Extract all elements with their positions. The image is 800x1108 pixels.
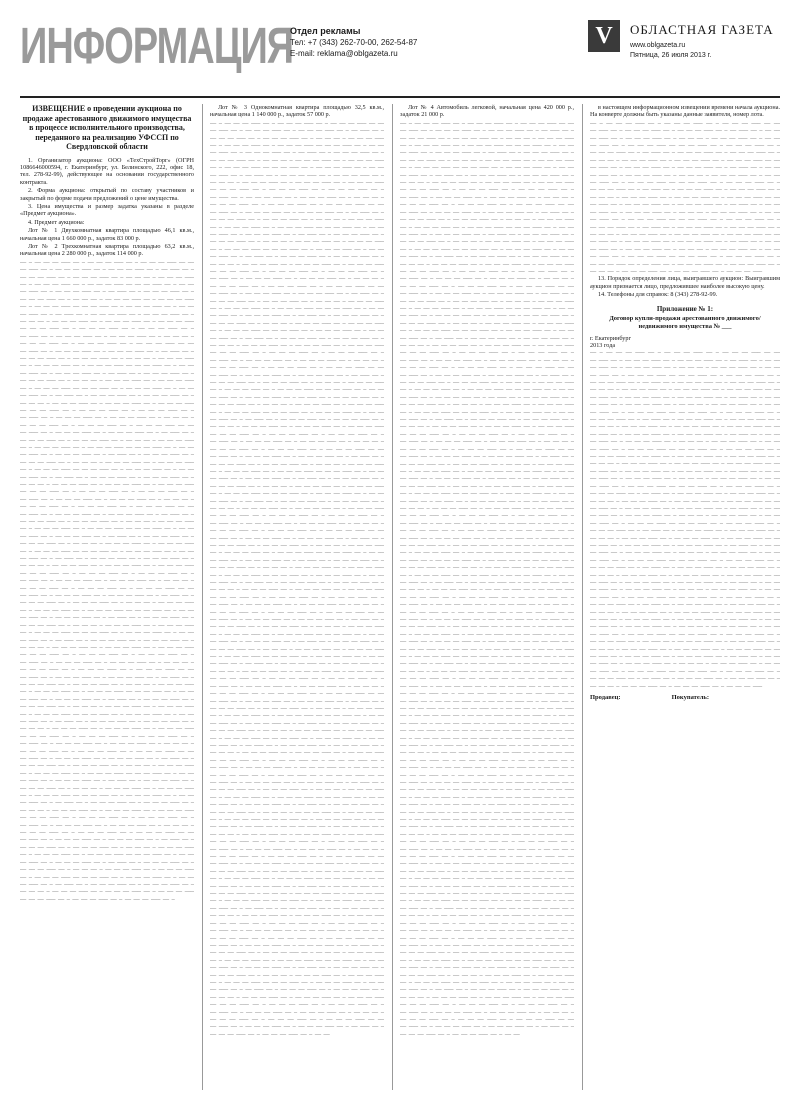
notice-paragraph: 4. Предмет аукциона:	[28, 218, 85, 226]
dense-body-text: — ‒ — ‒‒ — ‒‒‒ — ‒ — ‒‒ — ‒‒‒ — ‒ — ‒‒ — ‒‒‒ — ‒‒ — ‒‒‒ — ‒ — ‒‒ — ‒‒‒ — ‒ — ‒‒ — ‒‒‒ — ‒ — ‒‒‒ — ‒ — ‒‒ — ‒‒‒ — ‒ — ‒‒ — ‒‒‒ — ‒ — ‒‒ — ‒ — ‒‒ — ‒‒‒ — ‒ — ‒‒ — ‒‒‒ — ‒ — ‒‒ — ‒‒‒ — ‒‒ — ‒‒‒ — ‒ — ‒‒ — ‒‒‒ — ‒ — ‒‒ — ‒‒‒ — ‒ — ‒‒‒ — ‒ — ‒‒ — ‒‒‒ — ‒ — ‒‒ — ‒‒‒ — ‒ — ‒‒ — ‒ — ‒‒ — ‒‒‒ — ‒ — ‒‒ — ‒‒‒ — ‒ — ‒‒ — ‒‒‒ — ‒‒ — ‒‒‒ — ‒ — ‒‒ — ‒‒‒ — ‒ — ‒‒ — ‒‒‒ — ‒ — ‒‒‒ — ‒ — ‒‒ — ‒‒‒ — ‒ — ‒‒ — ‒‒‒ — ‒ — ‒‒ — ‒ — ‒‒ — ‒‒‒ — ‒ — ‒‒ — ‒‒‒ — ‒ — ‒‒ — ‒‒‒ — ‒‒ — ‒‒‒ — ‒ — ‒‒ — ‒‒‒ — ‒ — ‒‒ — ‒‒‒ — ‒ — ‒‒‒ — ‒ — ‒‒ — ‒‒‒ — ‒ — ‒‒ — ‒‒‒ — ‒ — ‒‒ — ‒ — ‒‒ — ‒‒‒ — ‒ — ‒‒ — ‒‒‒ — ‒ — ‒‒ — ‒‒‒ — ‒‒ — ‒‒‒ — ‒ — ‒‒ — ‒‒‒ — ‒ — ‒‒ — ‒‒‒ — ‒ — ‒‒‒ — ‒ — ‒‒ — ‒‒‒ — ‒ — ‒‒ — ‒‒‒ — ‒ — ‒‒ — ‒ — ‒‒ — ‒‒‒ — ‒ — ‒‒ — ‒‒‒ — ‒ — ‒‒ — ‒‒‒ — ‒‒ — ‒‒‒ — ‒ — ‒‒ — ‒‒‒ — ‒ — ‒‒ — ‒‒‒ — ‒ — ‒‒‒ — ‒ — ‒‒ — ‒‒‒ — ‒ — ‒‒ — ‒‒‒ — ‒ — ‒‒ — ‒ — ‒‒ — ‒‒‒ — ‒ — ‒‒ — ‒‒‒ — ‒ — ‒‒ — ‒‒‒ — ‒‒ — ‒‒‒ — ‒ — ‒‒ — ‒‒‒ — ‒ — ‒‒ — ‒‒‒ — ‒ — ‒‒‒ — ‒ — ‒‒ — ‒‒‒ — ‒ — ‒‒ — ‒‒‒ — ‒ — ‒‒ — ‒ — ‒‒ — ‒‒‒ — ‒ — ‒‒ — ‒‒‒ — ‒ — ‒‒ — ‒‒‒ — ‒‒ — ‒‒‒ — ‒ — ‒‒ — ‒‒‒ — ‒ — ‒‒ — ‒‒‒ — ‒ — ‒‒‒ — ‒ — ‒‒ — ‒‒‒ — ‒ — ‒‒ — ‒‒‒ — ‒ — ‒‒ — ‒ — ‒‒ — ‒‒‒ — ‒ — ‒‒ — ‒‒‒ — ‒ — ‒‒ — ‒‒‒	[590, 119, 780, 275]
seller-label: Продавец:	[590, 694, 621, 702]
newspaper-name: ОБЛАСТНАЯ ГАЗЕТА	[630, 22, 774, 37]
column-divider	[202, 104, 203, 1090]
notice-paragraph: 3. Цена имущества и размер задатка указаны в разделе «Предмет аукциона».	[20, 202, 194, 218]
column-divider	[582, 104, 583, 1090]
dense-body-text: — ‒ — ‒‒ — ‒‒‒ — ‒ — ‒‒ — ‒‒‒ — ‒ — ‒‒ — ‒‒‒ — ‒‒ — ‒‒‒ — ‒ — ‒‒ — ‒‒‒ — ‒ — ‒‒ — ‒‒‒ — ‒ — ‒‒‒ — ‒ — ‒‒ — ‒‒‒ — ‒ — ‒‒ — ‒‒‒ — ‒ — ‒‒ — ‒ — ‒‒ — ‒‒‒ — ‒ — ‒‒ — ‒‒‒ — ‒ — ‒‒ — ‒‒‒ — ‒‒ — ‒‒‒ — ‒ — ‒‒ — ‒‒‒ — ‒ — ‒‒ — ‒‒‒ — ‒ — ‒‒‒ — ‒ — ‒‒ — ‒‒‒ — ‒ — ‒‒ — ‒‒‒ — ‒ — ‒‒ — ‒ — ‒‒ — ‒‒‒ — ‒ — ‒‒ — ‒‒‒ — ‒ — ‒‒ — ‒‒‒ — ‒‒ — ‒‒‒ — ‒ — ‒‒ — ‒‒‒ — ‒ — ‒‒ — ‒‒‒ — ‒ — ‒‒‒ — ‒ — ‒‒ — ‒‒‒ — ‒ — ‒‒ — ‒‒‒ — ‒ — ‒‒ — ‒ — ‒‒ — ‒‒‒ — ‒ — ‒‒ — ‒‒‒ — ‒ — ‒‒ — ‒‒‒ — ‒‒ — ‒‒‒ — ‒ — ‒‒ — ‒‒‒ — ‒ — ‒‒ — ‒‒‒ — ‒ — ‒‒‒ — ‒ — ‒‒ — ‒‒‒ — ‒ — ‒‒ — ‒‒‒ — ‒ — ‒‒ — ‒ — ‒‒ — ‒‒‒ — ‒ — ‒‒ — ‒‒‒ — ‒ — ‒‒ — ‒‒‒ — ‒‒ — ‒‒‒ — ‒ — ‒‒ — ‒‒‒ — ‒ — ‒‒ — ‒‒‒ — ‒ — ‒‒‒ — ‒ — ‒‒ — ‒‒‒ — ‒ — ‒‒ — ‒‒‒ — ‒ — ‒‒ — ‒ — ‒‒ — ‒‒‒ — ‒ — ‒‒ — ‒‒‒ — ‒ — ‒‒ — ‒‒‒ — ‒‒ — ‒‒‒ — ‒ — ‒‒ — ‒‒‒ — ‒ — ‒‒ — ‒‒‒ — ‒ — ‒‒‒ — ‒ — ‒‒ — ‒‒‒ — ‒ — ‒‒ — ‒‒‒ — ‒ — ‒‒ — ‒ — ‒‒ — ‒‒‒ — ‒ — ‒‒ — ‒‒‒ — ‒ — ‒‒ — ‒‒‒ — ‒‒ — ‒‒‒ — ‒ — ‒‒ — ‒‒‒ — ‒ — ‒‒ — ‒‒‒ — ‒ — ‒‒‒ — ‒ — ‒‒ — ‒‒‒ — ‒ — ‒‒ — ‒‒‒ — ‒ — ‒‒ — ‒ — ‒‒ — ‒‒‒ — ‒ — ‒‒ — ‒‒‒ — ‒ — ‒‒ — ‒‒‒ — ‒‒ — ‒‒‒ — ‒ — ‒‒ — ‒‒‒ — ‒ — ‒‒ — ‒‒‒ — ‒ — ‒‒‒ — ‒ — ‒‒ — ‒‒‒ — ‒ — ‒‒ — ‒‒‒ — ‒ — ‒‒ — ‒ — ‒‒ — ‒‒‒ — ‒ — ‒‒ — ‒‒‒ — ‒ — ‒‒ — ‒‒‒ — ‒‒ — ‒‒‒ — ‒ — ‒‒ — ‒‒‒ — ‒ — ‒‒ — ‒‒‒ — ‒ — ‒‒‒ — ‒ — ‒‒ — ‒‒‒ — ‒ — ‒‒ — ‒‒‒ — ‒ — ‒‒ — ‒ — ‒‒ — ‒‒‒ — ‒ — ‒‒ — ‒‒‒ — ‒ — ‒‒ — ‒‒‒ — ‒‒ — ‒‒‒ — ‒ — ‒‒ — ‒‒‒ — ‒ — ‒‒ — ‒‒‒ — ‒ — ‒‒‒ — ‒ — ‒‒ — ‒‒‒ — ‒ — ‒‒ — ‒‒‒ — ‒ — ‒‒ — ‒ — ‒‒ — ‒‒‒ — ‒ — ‒‒ — ‒‒‒ — ‒ — ‒‒ — ‒‒‒ — ‒‒ — ‒‒‒ — ‒ — ‒‒ — ‒‒‒ — ‒ — ‒‒ — ‒‒‒ — ‒ — ‒‒‒ — ‒ — ‒‒ — ‒‒‒ — ‒ — ‒‒ — ‒‒‒ — ‒ — ‒‒ — ‒ — ‒‒ — ‒‒‒ — ‒ — ‒‒ — ‒‒‒ — ‒ — ‒‒ — ‒‒‒ — ‒‒ — ‒‒‒ — ‒ — ‒‒ — ‒‒‒ — ‒ — ‒‒ — ‒‒‒ — ‒ — ‒‒‒ — ‒ — ‒‒ — ‒‒‒ — ‒ — ‒‒ — ‒‒‒ — ‒ — ‒‒ — ‒ — ‒‒ — ‒‒‒ — ‒ — ‒‒ — ‒‒‒ — ‒ — ‒‒ — ‒‒‒ — ‒‒ — ‒‒‒ — ‒ — ‒‒ — ‒‒‒ — ‒ — ‒‒ — ‒‒‒ — ‒ — ‒‒‒ — ‒ — ‒‒ — ‒‒‒ — ‒ — ‒‒ — ‒‒‒ — ‒ — ‒‒ — ‒ — ‒‒ — ‒‒‒ — ‒ — ‒‒ — ‒‒‒ — ‒ — ‒‒ — ‒‒‒ — ‒‒ — ‒‒‒ — ‒ — ‒‒ — ‒‒‒ — ‒ — ‒‒ — ‒‒‒ — ‒ — ‒‒‒ — ‒ — ‒‒ — ‒‒‒ — ‒ — ‒‒ — ‒‒‒ — ‒ — ‒‒ — ‒ — ‒‒ — ‒‒‒ — ‒ — ‒‒ — ‒‒‒ — ‒ — ‒‒ — ‒‒‒ — ‒‒ — ‒‒‒ — ‒ — ‒‒ — ‒‒‒ — ‒ — ‒‒ — ‒‒‒ — ‒ — ‒‒‒ — ‒ — ‒‒ — ‒‒‒ — ‒ — ‒‒ — ‒‒‒ — ‒ — ‒‒ — ‒ — ‒‒ — ‒‒‒ — ‒ — ‒‒ — ‒‒‒ — ‒ — ‒‒ — ‒‒‒ — ‒‒ — ‒‒‒ — ‒ — ‒‒ — ‒‒‒ — ‒ — ‒‒ — ‒‒‒ — ‒ — ‒‒‒ — ‒ — ‒‒ — ‒‒‒ — ‒ — ‒‒ — ‒‒‒ — ‒ — ‒‒ — ‒ — ‒‒ — ‒‒‒ — ‒ — ‒‒ — ‒‒‒ — ‒ — ‒‒ — ‒‒‒ — ‒‒ — ‒‒‒ — ‒ — ‒‒ — ‒‒‒ — ‒ — ‒‒ — ‒‒‒ — ‒ — ‒‒‒ — ‒ — ‒‒ — ‒‒‒ — ‒ — ‒‒ — ‒‒‒ — ‒ — ‒‒ — ‒ — ‒‒ — ‒‒‒ — ‒ — ‒‒ — ‒‒‒ — ‒ — ‒‒ — ‒‒‒ — ‒‒ — ‒‒‒ — ‒ — ‒‒ — ‒‒‒ — ‒ — ‒‒ — ‒‒‒ — ‒ — ‒‒‒ — ‒ — ‒‒ — ‒‒‒ — ‒ — ‒‒ — ‒‒‒ — ‒ — ‒‒ — ‒ — ‒‒ — ‒‒‒ — ‒ — ‒‒ — ‒‒‒ — ‒ — ‒‒ — ‒‒‒ — ‒‒ — ‒‒‒ — ‒ — ‒‒ — ‒‒‒ — ‒ — ‒‒ — ‒‒‒ — ‒ — ‒‒‒ — ‒ — ‒‒ — ‒‒‒ — ‒ — ‒‒ — ‒‒‒ — ‒ — ‒‒ — ‒ — ‒‒ — ‒‒‒ — ‒ — ‒‒ — ‒‒‒ — ‒ — ‒‒ — ‒‒‒ — ‒‒ — ‒‒‒ — ‒ — ‒‒ — ‒‒‒ — ‒ — ‒‒ — ‒‒‒ — ‒ — ‒‒‒ — ‒ — ‒‒ — ‒‒‒ — ‒ — ‒‒ — ‒‒‒ — ‒ — ‒‒ — ‒ — ‒‒ — ‒‒‒ — ‒ — ‒‒ — ‒‒‒ — ‒ — ‒‒ — ‒‒‒ — ‒‒ — ‒‒‒ — ‒ — ‒‒ — ‒‒‒ — ‒ — ‒‒ — ‒‒‒ — ‒ — ‒‒‒ — ‒ — ‒‒ — ‒‒‒ — ‒ — ‒‒ — ‒‒‒ — ‒ — ‒‒ — ‒ — ‒‒ — ‒‒‒ — ‒ — ‒‒ — ‒‒‒ — ‒ — ‒‒ — ‒‒‒ — ‒‒ — ‒‒‒ — ‒ — ‒‒ — ‒‒‒ — ‒ — ‒‒ — ‒‒‒ — ‒ — ‒‒‒ — ‒ — ‒‒ — ‒‒‒ — ‒ — ‒‒ — ‒‒‒ — ‒ — ‒‒ — ‒ — ‒‒ — ‒‒‒ — ‒ — ‒‒ — ‒‒‒ — ‒ — ‒‒ — ‒‒‒ — ‒‒ — ‒‒‒ — ‒ — ‒‒ — ‒‒‒ — ‒ — ‒‒ — ‒‒‒ — ‒ — ‒‒‒ — ‒ — ‒‒ — ‒‒‒ — ‒ — ‒‒ — ‒‒‒ — ‒ — ‒‒ — ‒ — ‒‒ — ‒‒‒ — ‒ — ‒‒ — ‒‒‒ — ‒ — ‒‒ — ‒‒‒ — ‒‒ — ‒‒‒ — ‒ — ‒‒ — ‒‒‒ — ‒ — ‒‒ — ‒‒‒ — ‒ — ‒‒‒ — ‒ — ‒‒ — ‒‒‒ — ‒ — ‒‒ — ‒‒‒ — ‒ — ‒‒ — ‒ — ‒‒ — ‒‒‒ — ‒ — ‒‒ — ‒‒‒ — ‒ — ‒‒ — ‒‒‒ — ‒‒ — ‒‒‒ — ‒ — ‒‒ — ‒‒‒ — ‒ — ‒‒ — ‒‒‒ — ‒ — ‒‒‒ — ‒ — ‒‒ — ‒‒‒ — ‒ — ‒‒ — ‒‒‒ — ‒ — ‒‒ — ‒ — ‒‒ — ‒‒‒ — ‒ — ‒‒ — ‒‒‒ — ‒ — ‒‒ — ‒‒‒ — ‒‒ — ‒‒‒ — ‒ — ‒‒ — ‒‒‒ — ‒ — ‒‒ — ‒‒‒ — ‒ — ‒‒‒ — ‒ — ‒‒ — ‒‒‒ — ‒ — ‒‒ — ‒‒‒ — ‒ — ‒‒ — ‒ — ‒‒ — ‒‒‒ — ‒ — ‒‒ — ‒‒‒ — ‒ — ‒‒ — ‒‒‒ — ‒‒ — ‒‒‒ — ‒ — ‒‒ — ‒‒‒ — ‒ — ‒‒ — ‒‒‒ — ‒ — ‒‒‒ — ‒ — ‒‒ — ‒‒‒ — ‒ — ‒‒ — ‒‒‒ — ‒ — ‒‒ — ‒ — ‒‒ — ‒‒‒ — ‒ — ‒‒ — ‒‒‒ — ‒ — ‒‒ — ‒‒‒ — ‒‒ — ‒‒‒ — ‒ — ‒‒ — ‒‒‒ — ‒ — ‒‒ — ‒‒‒ — ‒ — ‒‒‒ — ‒ — ‒‒ — ‒‒‒ — ‒ — ‒‒ — ‒‒‒ — ‒ — ‒‒ — ‒ — ‒‒ — ‒‒‒ — ‒ — ‒‒ — ‒‒‒ — ‒ — ‒‒ — ‒‒‒ — ‒‒ — ‒‒‒ — ‒ — ‒‒ — ‒‒‒ — ‒ — ‒‒ — ‒‒‒ — ‒ — ‒‒‒ — ‒ — ‒‒ — ‒‒‒ — ‒ — ‒‒ — ‒‒‒ — ‒ — ‒‒ — ‒ — ‒‒ — ‒‒‒ — ‒ — ‒‒ — ‒‒‒ — ‒ — ‒‒ — ‒‒‒ — ‒‒ — ‒‒‒ — ‒ — ‒‒ — ‒‒‒ — ‒ — ‒‒ — ‒‒‒ — ‒ — ‒‒‒ — ‒ — ‒‒ — ‒‒‒ — ‒ — ‒‒ — ‒‒‒ — ‒ — ‒‒ — ‒ — ‒‒ — ‒‒‒ — ‒ — ‒‒ — ‒‒‒ — ‒ — ‒‒ — ‒‒‒ — ‒‒ — ‒‒‒ — ‒ — ‒‒ — ‒‒‒ — ‒ — ‒‒ — ‒‒‒ — ‒ — ‒‒‒ — ‒ — ‒‒ — ‒‒‒ — ‒ — ‒‒ — ‒‒‒ — ‒ — ‒‒ — ‒ — ‒‒ — ‒‒‒ — ‒ — ‒‒ — ‒‒‒ — ‒ — ‒‒ — ‒‒‒ — ‒‒ — ‒‒‒ — ‒ — ‒‒ — ‒‒‒ — ‒ — ‒‒ — ‒‒‒ — ‒	[20, 258, 194, 903]
lot-item: Лот № 1 Двухкомнатная квартира площадью 46,1 кв.м., начальная цена 1 660 000 р., задаток 83 000 р.	[20, 227, 194, 242]
notice-paragraph: 14. Телефоны для справок: 8 (343) 278-92-99.	[598, 291, 718, 299]
contract-city: г. Екатеринбург	[590, 334, 632, 342]
text-column-1	[20, 104, 194, 1090]
newspaper-logo-badge: V	[588, 20, 620, 52]
annex-title: Приложение № 1:	[656, 304, 714, 313]
lot-item: Лот № 4 Автомобиль легковой, начальная цена 420 000 р., задаток 21 000 р.	[400, 104, 574, 119]
header-divider	[20, 96, 780, 98]
text-column-2	[210, 104, 384, 1090]
buyer-label: Покупатель:	[671, 694, 709, 702]
newspaper-url[interactable]: www.oblgazeta.ru	[630, 42, 686, 49]
lot-item: Лот № 2 Трехкомнатная квартира площадью 63,2 кв.м., начальная цена 2 280 000 р., задаток 114 000 р.	[20, 242, 194, 258]
ad-title: Отдел рекламы	[290, 26, 361, 36]
notice-title: ИЗВЕЩЕНИЕ о проведении аукциона по продаже арестованного движимого имущества в процессе исполнительного производства, переданного на реализацию УФССП по Свердловской области	[22, 104, 192, 151]
ad-phone: Тел: +7 (343) 262-70-00, 262-54-87	[290, 38, 418, 47]
masthead	[20, 12, 780, 96]
contract-year: 2013 года	[590, 341, 616, 349]
text-column-3	[400, 104, 574, 1090]
notice-paragraph: 2. Форма аукциона: открытый по составу участников и закрытый по форме подачи предложений о цене имущества.	[20, 187, 194, 202]
annex-subtitle: Договор купли-продажи арестованного движимого/недвижимого имущества № ___	[609, 314, 761, 330]
ad-email[interactable]: E-mail: reklama@oblgazeta.ru	[290, 49, 398, 58]
notice-paragraph: в настоящем информационном извещении времени начала аукциона. На конверте должны быть указаны данные заявителя, номер лота.	[590, 104, 780, 119]
issue-date: Пятница, 26 июля 2013 г.	[630, 52, 712, 59]
notice-paragraph: 13. Порядок определения лица, выигравшего аукцион: Выигравшим аукцион признается лицо, предложившее наиболее высокую цену.	[590, 275, 780, 290]
notice-paragraph: 1. Организатор аукциона: ООО «ТехСтройТорг» (ОГРН 1086646000594, г. Екатеринбург, ул. Белинского, 222, офис 18, тел. 278-92-99), действующее на основании государственного контракта.	[20, 156, 194, 186]
dense-body-text: — ‒ — ‒‒ — ‒‒‒ — ‒ — ‒‒ — ‒‒‒ — ‒ — ‒‒ — ‒‒‒ — ‒‒ — ‒‒‒ — ‒ — ‒‒ — ‒‒‒ — ‒ — ‒‒ — ‒‒‒ — ‒ — ‒‒‒ — ‒ — ‒‒ — ‒‒‒ — ‒ — ‒‒ — ‒‒‒ — ‒ — ‒‒ — ‒ — ‒‒ — ‒‒‒ — ‒ — ‒‒ — ‒‒‒ — ‒ — ‒‒ — ‒‒‒ — ‒‒ — ‒‒‒ — ‒ — ‒‒ — ‒‒‒ — ‒ — ‒‒ — ‒‒‒ — ‒ — ‒‒‒ — ‒ — ‒‒ — ‒‒‒ — ‒ — ‒‒ — ‒‒‒ — ‒ — ‒‒ — ‒ — ‒‒ — ‒‒‒ — ‒ — ‒‒ — ‒‒‒ — ‒ — ‒‒ — ‒‒‒ — ‒‒ — ‒‒‒ — ‒ — ‒‒ — ‒‒‒ — ‒ — ‒‒ — ‒‒‒ — ‒ — ‒‒‒ — ‒ — ‒‒ — ‒‒‒ — ‒ — ‒‒ — ‒‒‒ — ‒ — ‒‒ — ‒ — ‒‒ — ‒‒‒ — ‒ — ‒‒ — ‒‒‒ — ‒ — ‒‒ — ‒‒‒ — ‒‒ — ‒‒‒ — ‒ — ‒‒ — ‒‒‒ — ‒ — ‒‒ — ‒‒‒ — ‒ — ‒‒‒ — ‒ — ‒‒ — ‒‒‒ — ‒ — ‒‒ — ‒‒‒ — ‒ — ‒‒ — ‒ — ‒‒ — ‒‒‒ — ‒ — ‒‒ — ‒‒‒ — ‒ — ‒‒ — ‒‒‒ — ‒‒ — ‒‒‒ — ‒ — ‒‒ — ‒‒‒ — ‒ — ‒‒ — ‒‒‒ — ‒ — ‒‒‒ — ‒ — ‒‒ — ‒‒‒ — ‒ — ‒‒ — ‒‒‒ — ‒ — ‒‒ — ‒ — ‒‒ — ‒‒‒ — ‒ — ‒‒ — ‒‒‒ — ‒ — ‒‒ — ‒‒‒ — ‒‒ — ‒‒‒ — ‒ — ‒‒ — ‒‒‒ — ‒ — ‒‒ — ‒‒‒ — ‒ — ‒‒‒ — ‒ — ‒‒ — ‒‒‒ — ‒ — ‒‒ — ‒‒‒ — ‒ — ‒‒ — ‒ — ‒‒ — ‒‒‒ — ‒ — ‒‒ — ‒‒‒ — ‒ — ‒‒ — ‒‒‒ — ‒‒ — ‒‒‒ — ‒ — ‒‒ — ‒‒‒ — ‒ — ‒‒ — ‒‒‒ — ‒ — ‒‒‒ — ‒ — ‒‒ — ‒‒‒ — ‒ — ‒‒ — ‒‒‒ — ‒ — ‒‒ — ‒ — ‒‒ — ‒‒‒ — ‒ — ‒‒ — ‒‒‒ — ‒ — ‒‒ — ‒‒‒ — ‒‒ — ‒‒‒ — ‒ — ‒‒ — ‒‒‒ — ‒ — ‒‒ — ‒‒‒ — ‒ — ‒‒‒ — ‒ — ‒‒ — ‒‒‒ — ‒ — ‒‒ — ‒‒‒ — ‒ — ‒‒ — ‒ — ‒‒ — ‒‒‒ — ‒ — ‒‒ — ‒‒‒ — ‒ — ‒‒ — ‒‒‒ — ‒‒ — ‒‒‒ — ‒ — ‒‒ — ‒‒‒ — ‒ — ‒‒ — ‒‒‒ — ‒ — ‒‒‒ — ‒ — ‒‒ — ‒‒‒ — ‒ — ‒‒ — ‒‒‒ — ‒ — ‒‒ — ‒ — ‒‒ — ‒‒‒ — ‒ — ‒‒ — ‒‒‒ — ‒ — ‒‒ — ‒‒‒ — ‒‒ — ‒‒‒ — ‒ — ‒‒ — ‒‒‒ — ‒ — ‒‒ — ‒‒‒ — ‒ — ‒‒‒ — ‒ — ‒‒ — ‒‒‒ — ‒ — ‒‒ — ‒‒‒ — ‒ — ‒‒ — ‒ — ‒‒ — ‒‒‒ — ‒ — ‒‒ — ‒‒‒ — ‒ — ‒‒ — ‒‒‒ — ‒‒ — ‒‒‒ — ‒ — ‒‒ — ‒‒‒ — ‒ — ‒‒ — ‒‒‒ — ‒ — ‒‒‒ — ‒ — ‒‒ — ‒‒‒ — ‒ — ‒‒ — ‒‒‒ — ‒ — ‒‒ — ‒ — ‒‒ — ‒‒‒ — ‒ — ‒‒ — ‒‒‒ — ‒ — ‒‒ — ‒‒‒ — ‒‒ — ‒‒‒ — ‒ — ‒‒ — ‒‒‒ — ‒ — ‒‒ — ‒‒‒ — ‒ — ‒‒‒ — ‒ — ‒‒ — ‒‒‒ — ‒ — ‒‒ — ‒‒‒ — ‒ — ‒‒ — ‒ — ‒‒ — ‒‒‒ — ‒ — ‒‒ — ‒‒‒ — ‒ — ‒‒ — ‒‒‒ — ‒‒ — ‒‒‒ — ‒ — ‒‒ — ‒‒‒ — ‒ — ‒‒ — ‒‒‒ — ‒ — ‒‒‒ — ‒ — ‒‒ — ‒‒‒ — ‒ — ‒‒ — ‒‒‒ — ‒ — ‒‒ — ‒ — ‒‒ — ‒‒‒ — ‒ — ‒‒ — ‒‒‒ — ‒ — ‒‒ — ‒‒‒ — ‒‒ — ‒‒‒ — ‒ — ‒‒ — ‒‒‒ — ‒ — ‒‒ — ‒‒‒ — ‒ — ‒‒‒ — ‒ — ‒‒ — ‒‒‒ — ‒ — ‒‒ — ‒‒‒ — ‒ — ‒‒ — ‒ — ‒‒ — ‒‒‒ — ‒ — ‒‒ — ‒‒‒ — ‒ — ‒‒ — ‒‒‒ — ‒‒ — ‒‒‒ — ‒ — ‒‒ — ‒‒‒ — ‒ — ‒‒ — ‒‒‒ — ‒ — ‒‒‒ — ‒ — ‒‒ — ‒‒‒ — ‒ — ‒‒ — ‒‒‒ — ‒ — ‒‒ — ‒ — ‒‒ — ‒‒‒ — ‒ — ‒‒ — ‒‒‒ — ‒ — ‒‒ — ‒‒‒ — ‒‒ — ‒‒‒ — ‒ — ‒‒ — ‒‒‒ — ‒ — ‒‒ — ‒‒‒ — ‒ — ‒‒‒ — ‒ — ‒‒ — ‒‒‒ — ‒ — ‒‒ — ‒‒‒ — ‒ — ‒‒ — ‒ — ‒‒ — ‒‒‒ — ‒ — ‒‒ — ‒‒‒ — ‒ — ‒‒ — ‒‒‒ — ‒‒ — ‒‒‒ — ‒ — ‒‒ — ‒‒‒ — ‒ — ‒‒ — ‒‒‒ — ‒ — ‒‒‒ — ‒ — ‒‒ — ‒‒‒ — ‒ — ‒‒ — ‒‒‒ — ‒ — ‒‒ — ‒ — ‒‒ — ‒‒‒ — ‒ — ‒‒ — ‒‒‒ — ‒ — ‒‒ — ‒‒‒ — ‒‒ — ‒‒‒ — ‒ — ‒‒ — ‒‒‒ — ‒ — ‒‒ — ‒‒‒ — ‒ — ‒‒‒ — ‒ — ‒‒ — ‒‒‒ — ‒ — ‒‒ — ‒‒‒ — ‒ — ‒‒ — ‒ — ‒‒ — ‒‒‒ — ‒ — ‒‒ — ‒‒‒ — ‒ — ‒‒ — ‒‒‒ — ‒‒ — ‒‒‒ — ‒ — ‒‒ — ‒‒‒ — ‒ — ‒‒ — ‒‒‒ — ‒ — ‒‒‒ — ‒ — ‒‒ — ‒‒‒ — ‒ — ‒‒ — ‒‒‒ — ‒ — ‒‒ — ‒ — ‒‒ — ‒‒‒ — ‒ — ‒‒ — ‒‒‒ — ‒ — ‒‒ — ‒‒‒ — ‒‒ — ‒‒‒ — ‒ — ‒‒ — ‒‒‒ — ‒ — ‒‒ — ‒‒‒ — ‒ — ‒‒‒ — ‒ — ‒‒ — ‒‒‒ — ‒ — ‒‒ — ‒‒‒ — ‒ — ‒‒ — ‒ — ‒‒ — ‒‒‒ — ‒ — ‒‒ — ‒‒‒ — ‒ — ‒‒ — ‒‒‒ — ‒‒ — ‒‒‒ — ‒ — ‒‒ — ‒‒‒ — ‒ — ‒‒ — ‒‒‒ — ‒ — ‒‒‒ — ‒ — ‒‒ — ‒‒‒ — ‒ — ‒‒ — ‒‒‒ — ‒ — ‒‒ — ‒ — ‒‒ — ‒‒‒ — ‒ — ‒‒ — ‒‒‒ — ‒ — ‒‒ — ‒‒‒ — ‒‒ — ‒‒‒ — ‒ — ‒‒ — ‒‒‒ — ‒ — ‒‒ — ‒‒‒ — ‒ — ‒‒‒ — ‒ — ‒‒ — ‒‒‒ — ‒ — ‒‒ — ‒‒‒ — ‒ — ‒‒ — ‒ — ‒‒ — ‒‒‒ — ‒ — ‒‒ — ‒‒‒ — ‒ — ‒‒ — ‒‒‒ — ‒‒ — ‒‒‒ — ‒ — ‒‒ — ‒‒‒ — ‒ — ‒‒ — ‒‒‒ — ‒ — ‒‒‒ — ‒ — ‒‒ — ‒‒‒ — ‒ — ‒‒ — ‒‒‒ — ‒ — ‒‒ — ‒ — ‒‒ — ‒‒‒ — ‒ — ‒‒ — ‒‒‒ — ‒ — ‒‒ — ‒‒‒ — ‒‒ — ‒‒‒ — ‒ — ‒‒ — ‒‒‒ — ‒ — ‒‒ — ‒‒‒ — ‒ — ‒‒‒ — ‒ — ‒‒ — ‒‒‒ — ‒ — ‒‒ — ‒‒‒ — ‒ — ‒‒ — ‒ — ‒‒ — ‒‒‒ — ‒ — ‒‒ — ‒‒‒ — ‒ — ‒‒ — ‒‒‒ — ‒‒ — ‒‒‒ — ‒ — ‒‒ — ‒‒‒ — ‒ — ‒‒ — ‒‒‒ — ‒ — ‒‒‒ — ‒ — ‒‒ — ‒‒‒ — ‒ — ‒‒ — ‒‒‒ — ‒ — ‒‒ — ‒ — ‒‒ — ‒‒‒ — ‒ — ‒‒ — ‒‒‒ — ‒ — ‒‒ — ‒‒‒ — ‒‒ — ‒‒‒ — ‒ — ‒‒ — ‒‒‒ — ‒ — ‒‒ — ‒‒‒ — ‒ — ‒‒‒ — ‒ — ‒‒ — ‒‒‒ — ‒ — ‒‒ — ‒‒‒ — ‒ — ‒‒ — ‒ — ‒‒ — ‒‒‒ — ‒ — ‒‒ — ‒‒‒ — ‒ — ‒‒ — ‒‒‒ — ‒‒ — ‒‒‒ — ‒ — ‒‒ — ‒‒‒ — ‒ — ‒‒ — ‒‒‒ — ‒ — ‒‒‒ — ‒ — ‒‒ — ‒‒‒ — ‒ — ‒‒ — ‒‒‒ — ‒ — ‒‒ — ‒ — ‒‒ — ‒‒‒ — ‒ — ‒‒ — ‒‒‒ — ‒ — ‒‒ — ‒‒‒ — ‒‒ — ‒‒‒ — ‒ — ‒‒ — ‒‒‒ — ‒ — ‒‒ — ‒‒‒ — ‒ — ‒‒‒ — ‒ — ‒‒ — ‒‒‒ — ‒ — ‒‒ — ‒‒‒ — ‒ — ‒‒ — ‒ — ‒‒ — ‒‒‒ — ‒ — ‒‒ — ‒‒‒ — ‒ — ‒‒ — ‒‒‒ — ‒‒ — ‒‒‒ — ‒ — ‒‒ — ‒‒‒ — ‒ — ‒‒ — ‒‒‒ — ‒ — ‒‒‒ — ‒ — ‒‒ — ‒‒‒ — ‒ — ‒‒ — ‒‒‒ — ‒ — ‒‒ — ‒ — ‒‒ — ‒‒‒ — ‒ — ‒‒ — ‒‒‒ — ‒ — ‒‒ — ‒‒‒ — ‒‒ — ‒‒‒ — ‒ — ‒‒ — ‒‒‒ — ‒ — ‒‒ — ‒‒‒ — ‒ — ‒‒‒ — ‒ — ‒‒ — ‒‒‒ — ‒ — ‒‒ — ‒‒‒ — ‒ — ‒‒ — ‒ — ‒‒ — ‒‒‒ — ‒ — ‒‒ — ‒‒‒ — ‒ — ‒‒ — ‒‒‒ — ‒‒ — ‒‒‒ — ‒ — ‒‒ — ‒‒‒ — ‒ — ‒‒ — ‒‒‒ — ‒ — ‒‒‒ — ‒ — ‒‒ — ‒‒‒ — ‒ — ‒‒ — ‒‒‒ — ‒ — ‒‒ — ‒ — ‒‒ — ‒‒‒ — ‒ — ‒‒ — ‒‒‒ — ‒ — ‒‒ — ‒‒‒ — ‒‒ — ‒‒‒ — ‒ — ‒‒ — ‒‒‒ — ‒ — ‒‒ — ‒‒‒ — ‒ — ‒‒‒ — ‒ — ‒‒ — ‒‒‒ — ‒ — ‒‒ — ‒‒‒ — ‒ — ‒‒ — ‒ — ‒‒ — ‒‒‒ — ‒ — ‒‒ — ‒‒‒ — ‒ — ‒‒ — ‒‒‒ — ‒‒ — ‒‒‒ — ‒ — ‒‒ — ‒‒‒ — ‒ — ‒‒ — ‒‒‒ — ‒ — ‒‒‒ — ‒ — ‒‒ — ‒‒‒ — ‒ — ‒‒ — ‒‒‒ — ‒ — ‒‒ — ‒ — ‒‒ — ‒‒‒ — ‒ — ‒‒ — ‒‒‒ — ‒ — ‒‒ — ‒‒‒ — ‒‒ — ‒‒‒ — ‒ — ‒‒ — ‒‒‒ — ‒ — ‒‒ — ‒‒‒ — ‒ — ‒‒‒ — ‒ — ‒‒ — ‒‒‒ — ‒ — ‒‒ — ‒‒‒ — ‒ — ‒‒ — ‒ — ‒‒ — ‒‒‒ — ‒ — ‒‒ — ‒‒‒ — ‒ — ‒‒ — ‒‒‒ — ‒‒ — ‒‒‒ — ‒ — ‒‒ — ‒‒‒ — ‒ — ‒‒ — ‒‒‒ — ‒ — ‒‒‒ — ‒ — ‒‒ — ‒‒‒ — ‒ — ‒‒ — ‒‒‒ — ‒ — ‒‒ — ‒ — ‒‒ — ‒‒‒ — ‒ — ‒‒ — ‒‒‒ — ‒ — ‒‒ — ‒‒‒ — ‒‒ — ‒‒‒ — ‒ — ‒‒ — ‒‒‒ — ‒ — ‒‒ — ‒‒‒ — ‒ — ‒‒‒ — ‒ — ‒‒ — ‒‒‒ — ‒ — ‒‒ — ‒‒‒ — ‒ — ‒‒ — ‒ — ‒‒ — ‒‒‒ — ‒ — ‒‒ — ‒‒‒ — ‒ — ‒‒ — ‒‒‒ — ‒‒ — ‒‒‒ — ‒ — ‒‒ — ‒‒‒ — ‒ — ‒‒ — ‒‒‒ — ‒ — ‒‒‒ — ‒ — ‒‒ — ‒‒‒ — ‒ — ‒‒ — ‒‒‒ — ‒ — ‒‒ — ‒ — ‒‒ — ‒‒‒ — ‒ — ‒‒ — ‒‒‒ — ‒ — ‒‒ — ‒‒‒ — ‒‒ — ‒‒‒ — ‒ — ‒‒ — ‒‒‒ — ‒ — ‒‒ — ‒‒‒ — ‒ — ‒‒‒ — ‒ — ‒‒ — ‒‒‒ — ‒ — ‒‒ — ‒‒‒ — ‒ — ‒‒ — ‒ — ‒‒ — ‒‒‒ — ‒ — ‒‒ — ‒‒‒ — ‒ — ‒‒ — ‒‒‒ — ‒‒ — ‒‒‒ — ‒ — ‒‒ — ‒‒‒ — ‒ — ‒‒ — ‒‒‒ — ‒ — ‒‒‒ — ‒ — ‒‒ — ‒‒‒ — ‒ — ‒‒ — ‒‒‒ — ‒ — ‒‒ — ‒ — ‒‒ — ‒‒‒ — ‒ — ‒‒ — ‒‒‒ — ‒ — ‒‒ — ‒‒‒ — ‒‒ — ‒‒‒ — ‒ — ‒‒ — ‒‒‒ — ‒ — ‒‒ — ‒‒‒ — ‒ — ‒‒‒ — ‒ — ‒‒ — ‒‒‒ — ‒ — ‒‒ — ‒‒‒ — ‒ — ‒‒ — ‒ — ‒‒ — ‒‒‒ — ‒ — ‒‒ — ‒‒‒ — ‒ — ‒‒ — ‒‒‒ — ‒‒ — ‒‒‒ — ‒ — ‒‒ — ‒‒‒ — ‒ — ‒‒ — ‒‒‒ — ‒ — ‒‒‒ — ‒ — ‒‒ — ‒‒‒ — ‒ — ‒‒ — ‒‒‒ — ‒ — ‒‒ — ‒ — ‒‒ — ‒‒‒ — ‒ — ‒‒ — ‒‒‒ — ‒ — ‒‒ — ‒‒‒ — ‒‒ — ‒‒‒ — ‒ — ‒‒ — ‒‒‒ — ‒ — ‒‒ — ‒‒‒ — ‒ — ‒‒‒ — ‒ — ‒‒ — ‒‒‒ — ‒ — ‒‒ — ‒‒‒ — ‒ — ‒‒ — ‒ — ‒‒ — ‒‒‒ — ‒ — ‒‒ — ‒‒‒ — ‒ — ‒‒ — ‒‒‒ — ‒‒ — ‒‒‒ — ‒ — ‒‒ — ‒‒‒ — ‒ — ‒‒ — ‒‒‒ — ‒ — ‒‒‒ — ‒ — ‒‒ — ‒‒‒ — ‒ — ‒‒ — ‒‒‒ — ‒ — ‒‒ — ‒ — ‒‒ — ‒‒‒ — ‒ — ‒‒ — ‒‒‒ — ‒ — ‒‒ — ‒‒‒ — ‒‒ — ‒‒‒ — ‒ — ‒‒ — ‒‒‒ — ‒ — ‒‒ — ‒‒‒ — ‒ — ‒‒‒ — ‒ — ‒‒ — ‒‒‒ — ‒ — ‒‒ — ‒‒‒ — ‒ — ‒‒ — ‒ — ‒‒ — ‒‒‒ — ‒ — ‒‒ — ‒‒‒ — ‒ — ‒‒ — ‒‒‒ — ‒‒ — ‒‒‒ — ‒ — ‒‒ — ‒‒‒ — ‒ — ‒‒ — ‒‒‒ — ‒ — ‒‒‒ — ‒ — ‒‒ — ‒‒‒ — ‒ — ‒‒ — ‒‒‒ — ‒ — ‒‒	[400, 119, 574, 1038]
section-title: ИНФОРМАЦИЯ	[20, 18, 294, 76]
ad-contact-block	[290, 26, 450, 59]
column-divider	[392, 104, 393, 1090]
dense-body-text: — ‒ — ‒‒ — ‒‒‒ — ‒ — ‒‒ — ‒‒‒ — ‒ — ‒‒ — ‒‒‒ — ‒‒ — ‒‒‒ — ‒ — ‒‒ — ‒‒‒ — ‒ — ‒‒ — ‒‒‒ — ‒ — ‒‒‒ — ‒ — ‒‒ — ‒‒‒ — ‒ — ‒‒ — ‒‒‒ — ‒ — ‒‒ — ‒ — ‒‒ — ‒‒‒ — ‒ — ‒‒ — ‒‒‒ — ‒ — ‒‒ — ‒‒‒ — ‒‒ — ‒‒‒ — ‒ — ‒‒ — ‒‒‒ — ‒ — ‒‒ — ‒‒‒ — ‒ — ‒‒‒ — ‒ — ‒‒ — ‒‒‒ — ‒ — ‒‒ — ‒‒‒ — ‒ — ‒‒ — ‒ — ‒‒ — ‒‒‒ — ‒ — ‒‒ — ‒‒‒ — ‒ — ‒‒ — ‒‒‒ — ‒‒ — ‒‒‒ — ‒ — ‒‒ — ‒‒‒ — ‒ — ‒‒ — ‒‒‒ — ‒ — ‒‒‒ — ‒ — ‒‒ — ‒‒‒ — ‒ — ‒‒ — ‒‒‒ — ‒ — ‒‒ — ‒ — ‒‒ — ‒‒‒ — ‒ — ‒‒ — ‒‒‒ — ‒ — ‒‒ — ‒‒‒ — ‒‒ — ‒‒‒ — ‒ — ‒‒ — ‒‒‒ — ‒ — ‒‒ — ‒‒‒ — ‒ — ‒‒‒ — ‒ — ‒‒ — ‒‒‒ — ‒ — ‒‒ — ‒‒‒ — ‒ — ‒‒ — ‒ — ‒‒ — ‒‒‒ — ‒ — ‒‒ — ‒‒‒ — ‒ — ‒‒ — ‒‒‒ — ‒‒ — ‒‒‒ — ‒ — ‒‒ — ‒‒‒ — ‒ — ‒‒ — ‒‒‒ — ‒ — ‒‒‒ — ‒ — ‒‒ — ‒‒‒ — ‒ — ‒‒ — ‒‒‒ — ‒ — ‒‒ — ‒ — ‒‒ — ‒‒‒ — ‒ — ‒‒ — ‒‒‒ — ‒ — ‒‒ — ‒‒‒ — ‒‒ — ‒‒‒ — ‒ — ‒‒ — ‒‒‒ — ‒ — ‒‒ — ‒‒‒ — ‒ — ‒‒‒ — ‒ — ‒‒ — ‒‒‒ — ‒ — ‒‒ — ‒‒‒ — ‒ — ‒‒ — ‒ — ‒‒ — ‒‒‒ — ‒ — ‒‒ — ‒‒‒ — ‒ — ‒‒ — ‒‒‒ — ‒‒ — ‒‒‒ — ‒ — ‒‒ — ‒‒‒ — ‒ — ‒‒ — ‒‒‒ — ‒ — ‒‒‒ — ‒ — ‒‒ — ‒‒‒ — ‒ — ‒‒ — ‒‒‒ — ‒ — ‒‒ — ‒ — ‒‒ — ‒‒‒ — ‒ — ‒‒ — ‒‒‒ — ‒ — ‒‒ — ‒‒‒ — ‒‒ — ‒‒‒ — ‒ — ‒‒ — ‒‒‒ — ‒ — ‒‒ — ‒‒‒ — ‒ — ‒‒‒ — ‒ — ‒‒ — ‒‒‒ — ‒ — ‒‒ — ‒‒‒ — ‒ — ‒‒ — ‒ — ‒‒ — ‒‒‒ — ‒ — ‒‒ — ‒‒‒ — ‒ — ‒‒ — ‒‒‒ — ‒‒ — ‒‒‒ — ‒ — ‒‒ — ‒‒‒ — ‒ — ‒‒ — ‒‒‒ — ‒ — ‒‒‒ — ‒ — ‒‒ — ‒‒‒ — ‒ — ‒‒ — ‒‒‒ — ‒ — ‒‒ — ‒ — ‒‒ — ‒‒‒ — ‒ — ‒‒ — ‒‒‒ — ‒ — ‒‒ — ‒‒‒ — ‒‒ — ‒‒‒ — ‒ — ‒‒ — ‒‒‒ — ‒ — ‒‒ — ‒‒‒ — ‒ — ‒‒‒ — ‒ — ‒‒ — ‒‒‒ — ‒ — ‒‒ — ‒‒‒ — ‒ — ‒‒ — ‒ — ‒‒ — ‒‒‒ — ‒ — ‒‒ — ‒‒‒ — ‒ — ‒‒ — ‒‒‒ — ‒‒ — ‒‒‒ — ‒ — ‒‒ — ‒‒‒ — ‒ — ‒‒ — ‒‒‒ — ‒ — ‒‒‒ — ‒ — ‒‒ — ‒‒‒ — ‒ — ‒‒ — ‒‒‒ — ‒ — ‒‒ — ‒ — ‒‒ — ‒‒‒ — ‒ — ‒‒ — ‒‒‒ — ‒ — ‒‒ — ‒‒‒ — ‒‒ — ‒‒‒ — ‒ — ‒‒ — ‒‒‒ — ‒ — ‒‒ — ‒‒‒ — ‒ — ‒‒‒ — ‒ — ‒‒ — ‒‒‒ — ‒ — ‒‒ — ‒‒‒ — ‒ — ‒‒ — ‒ — ‒‒ — ‒‒‒ — ‒ — ‒‒ — ‒‒‒ — ‒ — ‒‒ — ‒‒‒ — ‒‒ — ‒‒‒ — ‒ — ‒‒ — ‒‒‒ — ‒ — ‒‒ — ‒‒‒ — ‒ — ‒‒‒ — ‒ — ‒‒ — ‒‒‒ — ‒ — ‒‒ — ‒‒‒ — ‒ — ‒‒ — ‒ — ‒‒ — ‒‒‒ — ‒ — ‒‒ — ‒‒‒ — ‒ — ‒‒ — ‒‒‒ — ‒‒ — ‒‒‒ — ‒ — ‒‒ — ‒‒‒ — ‒ — ‒‒ — ‒‒‒ — ‒ — ‒‒‒ — ‒ — ‒‒ — ‒‒‒ — ‒ — ‒‒ — ‒‒‒ — ‒ — ‒‒ — ‒ — ‒‒ — ‒‒‒ — ‒ — ‒‒ — ‒‒‒ — ‒ — ‒‒ — ‒‒‒ — ‒‒ — ‒‒‒ — ‒ — ‒‒ — ‒‒‒ — ‒ — ‒‒ — ‒‒‒ — ‒ — ‒‒‒ — ‒ — ‒‒ — ‒‒‒ — ‒ — ‒‒ — ‒‒‒ — ‒ — ‒‒ — ‒ — ‒‒ — ‒‒‒ — ‒ — ‒‒ — ‒‒‒ — ‒ — ‒‒ — ‒‒‒ — ‒‒ — ‒‒‒ — ‒ — ‒‒ — ‒‒‒ — ‒ — ‒‒ — ‒‒‒ — ‒ — ‒‒‒ — ‒ — ‒‒ — ‒‒‒ — ‒ — ‒‒ — ‒‒‒ — ‒ — ‒‒ — ‒ — ‒‒ — ‒‒‒ — ‒ — ‒‒ — ‒‒‒ — ‒ — ‒‒ — ‒‒‒ — ‒‒ — ‒‒‒ — ‒ — ‒‒ — ‒‒‒ — ‒ — ‒‒ — ‒‒‒ — ‒ — ‒‒‒ — ‒ — ‒‒ — ‒‒‒ — ‒ — ‒‒ — ‒‒‒ — ‒ — ‒‒ — ‒ — ‒‒ — ‒‒‒ — ‒ — ‒‒ — ‒‒‒ — ‒ — ‒‒ — ‒‒‒ — ‒‒ — ‒‒‒ — ‒ — ‒‒ — ‒‒‒ — ‒ — ‒‒ — ‒‒‒ — ‒ — ‒‒‒ — ‒ — ‒‒ — ‒‒‒ — ‒ — ‒‒ — ‒‒‒ — ‒ — ‒‒ — ‒ — ‒‒ — ‒‒‒ — ‒ — ‒‒ — ‒‒‒ — ‒ — ‒‒ — ‒‒‒ — ‒‒ — ‒‒‒ — ‒ — ‒‒ — ‒‒‒ — ‒ — ‒‒ — ‒‒‒ — ‒ — ‒‒‒ — ‒ — ‒‒ — ‒‒‒ — ‒ — ‒‒ — ‒‒‒ — ‒ — ‒‒ — ‒ — ‒‒ — ‒‒‒ — ‒ — ‒‒ — ‒‒‒ — ‒ — ‒‒ — ‒‒‒ — ‒‒ — ‒‒‒ — ‒ — ‒‒ — ‒‒‒ — ‒ — ‒‒ — ‒‒‒ — ‒ — ‒‒‒ — ‒ — ‒‒ — ‒‒‒ — ‒ — ‒‒ — ‒‒‒ — ‒ — ‒‒ — ‒ — ‒‒ — ‒‒‒ — ‒ — ‒‒ — ‒‒‒ — ‒ — ‒‒ — ‒‒‒ — ‒‒ — ‒‒‒ — ‒ — ‒‒ — ‒‒‒ — ‒ — ‒‒ — ‒‒‒ — ‒ — ‒‒‒ — ‒ — ‒‒ — ‒‒‒ — ‒ — ‒‒ — ‒‒‒ — ‒ — ‒‒ — ‒ — ‒‒ — ‒‒‒ — ‒ — ‒‒ — ‒‒‒ — ‒ — ‒‒ — ‒‒‒ — ‒‒ — ‒‒‒ — ‒ — ‒‒ — ‒‒‒ — ‒ — ‒‒ — ‒‒‒ — ‒ — ‒‒‒ — ‒ — ‒‒ — ‒‒‒ — ‒ — ‒‒ — ‒‒‒ — ‒ — ‒‒ — ‒ — ‒‒ — ‒‒‒ — ‒ — ‒‒ — ‒‒‒ — ‒ — ‒‒ — ‒‒‒ — ‒‒ — ‒‒‒ — ‒ — ‒‒ — ‒‒‒ — ‒ — ‒‒ — ‒‒‒ — ‒ — ‒‒‒ — ‒ — ‒‒ — ‒‒‒ — ‒ — ‒‒ — ‒‒‒ — ‒ — ‒‒ — ‒ — ‒‒ — ‒‒‒ — ‒ — ‒‒ — ‒‒‒ — ‒ — ‒‒ — ‒‒‒ — ‒‒ — ‒‒‒ — ‒ — ‒‒ — ‒‒‒ — ‒ — ‒‒ — ‒‒‒ — ‒ — ‒‒‒ — ‒ — ‒‒ — ‒‒‒ — ‒ — ‒‒ — ‒‒‒ — ‒ — ‒‒ — ‒ — ‒‒ — ‒‒‒ — ‒ — ‒‒ — ‒‒‒ — ‒ — ‒‒ — ‒‒‒ — ‒‒ — ‒‒‒ — ‒ — ‒‒ — ‒‒‒ — ‒ — ‒‒ — ‒‒‒ — ‒ — ‒‒‒ — ‒ — ‒‒ — ‒‒‒ — ‒ — ‒‒ — ‒‒‒ — ‒ — ‒‒ — ‒ — ‒‒ — ‒‒‒ — ‒ — ‒‒ — ‒‒‒ — ‒ — ‒‒ — ‒‒‒ — ‒‒ — ‒‒‒ — ‒ — ‒‒ — ‒‒‒ — ‒ — ‒‒ — ‒‒‒ — ‒ — ‒‒‒ — ‒ — ‒‒ — ‒‒‒ — ‒ — ‒‒ — ‒‒‒ — ‒ — ‒‒ — ‒ — ‒‒ — ‒‒‒ — ‒ — ‒‒ — ‒‒‒ — ‒ — ‒‒ — ‒‒‒ — ‒‒ — ‒‒‒ — ‒ — ‒‒ — ‒‒‒ — ‒ — ‒‒ — ‒‒‒ — ‒ — ‒‒‒ — ‒ — ‒‒ — ‒‒‒ — ‒ — ‒‒ — ‒‒‒ — ‒ — ‒‒ — ‒ — ‒‒ — ‒‒‒ — ‒ — ‒‒ — ‒‒‒ — ‒ — ‒‒ — ‒‒‒ — ‒‒ — ‒‒‒ — ‒ — ‒‒ — ‒‒‒ — ‒ — ‒‒ — ‒‒‒ — ‒ — ‒‒‒ — ‒ — ‒‒ — ‒‒‒ — ‒ — ‒‒ — ‒‒‒ — ‒ — ‒‒ — ‒ — ‒‒ — ‒‒‒ — ‒ — ‒‒ — ‒‒‒ — ‒ — ‒‒ — ‒‒‒ — ‒‒ — ‒‒‒ — ‒ — ‒‒ — ‒‒‒ — ‒ — ‒‒ — ‒‒‒ — ‒ — ‒‒‒ — ‒ — ‒‒ — ‒‒‒ — ‒ — ‒‒ — ‒‒‒ — ‒ — ‒‒ — ‒ — ‒‒ — ‒‒‒ — ‒ — ‒‒ — ‒‒‒ — ‒ — ‒‒ — ‒‒‒ — ‒‒ — ‒‒‒ — ‒ — ‒‒ — ‒‒‒ — ‒ — ‒‒ — ‒‒‒ — ‒ — ‒‒‒ — ‒ — ‒‒ — ‒‒‒ — ‒ — ‒‒ — ‒‒‒ — ‒ — ‒‒ — ‒ — ‒‒ — ‒‒‒ — ‒ — ‒‒ — ‒‒‒ — ‒ — ‒‒ — ‒‒‒ — ‒‒ — ‒‒‒ — ‒ — ‒‒ — ‒‒‒ — ‒ — ‒‒ — ‒‒‒ — ‒ — ‒‒‒ — ‒ — ‒‒ — ‒‒‒ — ‒ — ‒‒ — ‒‒‒ — ‒ — ‒‒ — ‒ — ‒‒ — ‒‒‒ — ‒ — ‒‒ — ‒‒‒ — ‒ — ‒‒ — ‒‒‒ — ‒‒ — ‒‒‒ — ‒ — ‒‒ — ‒‒‒ — ‒ — ‒‒ — ‒‒‒ — ‒ — ‒‒‒ — ‒ — ‒‒ — ‒‒‒ — ‒ — ‒‒ — ‒‒‒ — ‒ — ‒‒ — ‒ — ‒‒ — ‒‒‒ — ‒ — ‒‒ — ‒‒‒ — ‒ — ‒‒ — ‒‒‒ — ‒‒ — ‒‒‒ — ‒ — ‒‒ — ‒‒‒ — ‒ — ‒‒ — ‒‒‒ — ‒ — ‒‒‒ — ‒ — ‒‒ — ‒‒‒ — ‒ — ‒‒ — ‒‒‒ — ‒ — ‒‒ — ‒ — ‒‒ — ‒‒‒ — ‒ — ‒‒ — ‒‒‒ — ‒ — ‒‒ — ‒‒‒ — ‒‒ — ‒‒‒ — ‒ — ‒‒ — ‒‒‒ — ‒ — ‒‒ — ‒‒‒ — ‒ — ‒‒‒ — ‒ — ‒‒ — ‒‒‒ — ‒ — ‒‒ — ‒‒‒ — ‒ — ‒‒ — ‒ — ‒‒ — ‒‒‒ — ‒ — ‒‒ — ‒‒‒ — ‒ — ‒‒ — ‒‒‒ — ‒‒ — ‒‒‒ — ‒ — ‒‒ — ‒‒‒ — ‒ — ‒‒ — ‒‒‒ — ‒ — ‒‒‒ — ‒ — ‒‒ — ‒‒‒ — ‒ — ‒‒ — ‒‒‒ — ‒ — ‒‒ — ‒ — ‒‒ — ‒‒‒ — ‒ — ‒‒ — ‒‒‒ — ‒ — ‒‒ — ‒‒‒ — ‒‒ — ‒‒‒ — ‒ — ‒‒ — ‒‒‒ — ‒ — ‒‒ — ‒‒‒ — ‒ — ‒‒‒ — ‒ — ‒‒ — ‒‒‒ — ‒ — ‒‒ — ‒‒‒ — ‒ — ‒‒ — ‒ — ‒‒ — ‒‒‒ — ‒ — ‒‒ — ‒‒‒ — ‒ — ‒‒ — ‒‒‒ — ‒‒ — ‒‒‒ — ‒ — ‒‒ — ‒‒‒ — ‒ — ‒‒ — ‒‒‒ — ‒ — ‒‒‒ — ‒ — ‒‒ — ‒‒‒ — ‒ — ‒‒ — ‒‒‒ — ‒ — ‒‒ — ‒ — ‒‒ — ‒‒‒ — ‒ — ‒‒ — ‒‒‒ — ‒ — ‒‒ — ‒‒‒ — ‒‒ — ‒‒‒ — ‒ — ‒‒ — ‒‒‒ — ‒ — ‒‒ — ‒‒‒ — ‒ — ‒‒‒ — ‒ — ‒‒ — ‒‒‒ — ‒ — ‒‒ — ‒‒‒ — ‒ — ‒‒ — ‒ — ‒‒ — ‒‒‒ — ‒ — ‒‒ — ‒‒‒ — ‒ — ‒‒ — ‒‒‒ — ‒‒ — ‒‒‒ — ‒ — ‒‒ — ‒‒‒ — ‒ — ‒‒ — ‒‒‒ — ‒ — ‒‒‒ — ‒ — ‒‒ — ‒‒‒ — ‒ — ‒‒ — ‒‒‒ — ‒ — ‒‒ — ‒ — ‒‒ — ‒‒‒ — ‒ — ‒‒ — ‒‒‒ — ‒ — ‒‒ — ‒‒‒ — ‒‒ — ‒‒‒ — ‒ — ‒‒ — ‒‒‒ — ‒ — ‒‒ — ‒‒‒ — ‒ — ‒‒‒ — ‒ — ‒‒ — ‒‒‒ — ‒ — ‒‒ — ‒‒‒ — ‒ — ‒‒ — ‒ — ‒‒ — ‒‒‒ — ‒ — ‒‒ — ‒‒‒ — ‒ — ‒‒ — ‒‒‒ — ‒‒ — ‒‒‒ — ‒ — ‒‒ — ‒‒‒ — ‒ — ‒‒ — ‒‒‒ — ‒ — ‒‒‒ — ‒ — ‒‒ — ‒‒‒ — ‒ — ‒‒ — ‒‒‒ — ‒ — ‒‒ — ‒ — ‒‒ — ‒‒‒ — ‒ — ‒‒ — ‒‒‒ — ‒ — ‒‒ — ‒‒‒ — ‒‒ — ‒‒‒ — ‒ — ‒‒ — ‒‒‒ — ‒ — ‒‒ — ‒‒‒ — ‒ — ‒‒‒ — ‒ — ‒‒ — ‒‒‒ — ‒ — ‒‒ — ‒‒‒ — ‒ — ‒‒ — ‒ — ‒‒ — ‒‒‒ — ‒ — ‒‒ — ‒‒‒ — ‒ — ‒‒ — ‒‒‒ — ‒‒ — ‒‒‒ — ‒ — ‒‒ — ‒‒‒ — ‒ — ‒‒ — ‒‒‒ — ‒ — ‒‒‒ — ‒ — ‒‒ — ‒‒‒ — ‒ — ‒‒ — ‒‒‒ — ‒ — ‒‒ — ‒ — ‒‒ — ‒‒‒ — ‒ — ‒‒ — ‒‒‒ — ‒ — ‒‒ — ‒‒‒ — ‒‒ — ‒‒‒ — ‒ — ‒‒ — ‒‒‒ — ‒ — ‒‒ — ‒‒‒ — ‒ — ‒‒‒ — ‒ — ‒‒ — ‒‒‒ — ‒ — ‒‒ — ‒‒‒ — ‒ — ‒‒ — ‒ — ‒‒ — ‒‒‒ — ‒ — ‒‒ — ‒‒‒ — ‒ — ‒‒ — ‒‒‒ — ‒‒ — ‒‒‒ — ‒ — ‒‒ — ‒‒‒ — ‒ — ‒‒ — ‒‒‒ — ‒ — ‒‒‒ — ‒ — ‒‒ — ‒‒‒ — ‒ — ‒‒ — ‒‒‒ — ‒ — ‒‒	[210, 119, 384, 1038]
lot-item: Лот № 3 Однокомнатная квартира площадью 32,5 кв.м., начальная цена 1 140 000 р., задаток 57 000 р.	[210, 104, 384, 119]
text-column-4	[590, 104, 780, 1090]
dense-body-text: — ‒ — ‒‒ — ‒‒‒ — ‒ — ‒‒ — ‒‒‒ — ‒ — ‒‒ — ‒‒‒ — ‒‒ — ‒‒‒ — ‒ — ‒‒ — ‒‒‒ — ‒ — ‒‒ — ‒‒‒ — ‒ — ‒‒‒ — ‒ — ‒‒ — ‒‒‒ — ‒ — ‒‒ — ‒‒‒ — ‒ — ‒‒ — ‒ — ‒‒ — ‒‒‒ — ‒ — ‒‒ — ‒‒‒ — ‒ — ‒‒ — ‒‒‒ — ‒‒ — ‒‒‒ — ‒ — ‒‒ — ‒‒‒ — ‒ — ‒‒ — ‒‒‒ — ‒ — ‒‒‒ — ‒ — ‒‒ — ‒‒‒ — ‒ — ‒‒ — ‒‒‒ — ‒ — ‒‒ — ‒ — ‒‒ — ‒‒‒ — ‒ — ‒‒ — ‒‒‒ — ‒ — ‒‒ — ‒‒‒ — ‒‒ — ‒‒‒ — ‒ — ‒‒ — ‒‒‒ — ‒ — ‒‒ — ‒‒‒ — ‒ — ‒‒‒ — ‒ — ‒‒ — ‒‒‒ — ‒ — ‒‒ — ‒‒‒ — ‒ — ‒‒ — ‒ — ‒‒ — ‒‒‒ — ‒ — ‒‒ — ‒‒‒ — ‒ — ‒‒ — ‒‒‒ — ‒‒ — ‒‒‒ — ‒ — ‒‒ — ‒‒‒ — ‒ — ‒‒ — ‒‒‒ — ‒ — ‒‒‒ — ‒ — ‒‒ — ‒‒‒ — ‒ — ‒‒ — ‒‒‒ — ‒ — ‒‒ — ‒ — ‒‒ — ‒‒‒ — ‒ — ‒‒ — ‒‒‒ — ‒ — ‒‒ — ‒‒‒ — ‒‒ — ‒‒‒ — ‒ — ‒‒ — ‒‒‒ — ‒ — ‒‒ — ‒‒‒ — ‒ — ‒‒‒ — ‒ — ‒‒ — ‒‒‒ — ‒ — ‒‒ — ‒‒‒ — ‒ — ‒‒ — ‒ — ‒‒ — ‒‒‒ — ‒ — ‒‒ — ‒‒‒ — ‒ — ‒‒ — ‒‒‒ — ‒‒ — ‒‒‒ — ‒ — ‒‒ — ‒‒‒ — ‒ — ‒‒ — ‒‒‒ — ‒ — ‒‒‒ — ‒ — ‒‒ — ‒‒‒ — ‒ — ‒‒ — ‒‒‒ — ‒ — ‒‒ — ‒ — ‒‒ — ‒‒‒ — ‒ — ‒‒ — ‒‒‒ — ‒ — ‒‒ — ‒‒‒ — ‒‒ — ‒‒‒ — ‒ — ‒‒ — ‒‒‒ — ‒ — ‒‒ — ‒‒‒ — ‒ — ‒‒‒ — ‒ — ‒‒ — ‒‒‒ — ‒ — ‒‒ — ‒‒‒ — ‒ — ‒‒ — ‒ — ‒‒ — ‒‒‒ — ‒ — ‒‒ — ‒‒‒ — ‒ — ‒‒ — ‒‒‒ — ‒‒ — ‒‒‒ — ‒ — ‒‒ — ‒‒‒ — ‒ — ‒‒ — ‒‒‒ — ‒ — ‒‒‒ — ‒ — ‒‒ — ‒‒‒ — ‒ — ‒‒ — ‒‒‒ — ‒ — ‒‒ — ‒ — ‒‒ — ‒‒‒ — ‒ — ‒‒ — ‒‒‒ — ‒ — ‒‒ — ‒‒‒ — ‒‒ — ‒‒‒ — ‒ — ‒‒ — ‒‒‒ — ‒ — ‒‒ — ‒‒‒ — ‒ — ‒‒‒ — ‒ — ‒‒ — ‒‒‒ — ‒ — ‒‒ — ‒‒‒ — ‒ — ‒‒ — ‒ — ‒‒ — ‒‒‒ — ‒ — ‒‒ — ‒‒‒ — ‒ — ‒‒ — ‒‒‒ — ‒‒ — ‒‒‒ — ‒ — ‒‒ — ‒‒‒ — ‒ — ‒‒ — ‒‒‒ — ‒ — ‒‒‒ — ‒ — ‒‒ — ‒‒‒ — ‒ — ‒‒ — ‒‒‒ — ‒ — ‒‒ — ‒ — ‒‒ — ‒‒‒ — ‒ — ‒‒ — ‒‒‒ — ‒ — ‒‒ — ‒‒‒ — ‒‒ — ‒‒‒ — ‒ — ‒‒ — ‒‒‒ — ‒ — ‒‒ — ‒‒‒ — ‒ — ‒‒‒ — ‒ — ‒‒ — ‒‒‒ — ‒ — ‒‒ — ‒‒‒ — ‒ — ‒‒ — ‒ — ‒‒ — ‒‒‒ — ‒ — ‒‒ — ‒‒‒ — ‒ — ‒‒ — ‒‒‒ — ‒‒ — ‒‒‒ — ‒ — ‒‒ — ‒‒‒ — ‒ — ‒‒ — ‒‒‒ — ‒ — ‒‒‒ — ‒ — ‒‒ — ‒‒‒ — ‒ — ‒‒ — ‒‒‒ — ‒ — ‒‒ — ‒ — ‒‒ — ‒‒‒ — ‒ — ‒‒ — ‒‒‒ — ‒ — ‒‒ — ‒‒‒ — ‒‒ — ‒‒‒ — ‒ — ‒‒ — ‒‒‒ — ‒ — ‒‒ — ‒‒‒ — ‒ — ‒‒‒ — ‒ — ‒‒ — ‒‒‒ — ‒ — ‒‒ — ‒‒‒ — ‒ — ‒‒ — ‒ — ‒‒ — ‒‒‒ — ‒ — ‒‒ — ‒‒‒ — ‒ — ‒‒ — ‒‒‒ — ‒‒ — ‒‒‒ — ‒ — ‒‒ — ‒‒‒ — ‒ — ‒‒ — ‒‒‒ — ‒ — ‒‒‒ — ‒ — ‒‒ — ‒‒‒ — ‒ — ‒‒ — ‒‒‒ — ‒ — ‒‒ — ‒ — ‒‒ — ‒‒‒ — ‒ — ‒‒ — ‒‒‒ — ‒ — ‒‒ — ‒‒‒ — ‒‒ — ‒‒‒ — ‒ — ‒‒ — ‒‒‒ — ‒ — ‒‒ — ‒‒‒ — ‒ — ‒‒‒ — ‒ — ‒‒ — ‒‒‒ — ‒ — ‒‒ — ‒‒‒ — ‒ — ‒‒ — ‒ — ‒‒ — ‒‒‒ — ‒ — ‒‒ — ‒‒‒ — ‒ — ‒‒ — ‒‒‒ — ‒‒ — ‒‒‒ — ‒ — ‒‒ — ‒‒‒ — ‒ — ‒‒ — ‒‒‒ — ‒ — ‒‒‒ — ‒ — ‒‒ — ‒‒‒ — ‒ — ‒‒ — ‒‒‒ — ‒ — ‒‒ — ‒ — ‒‒ — ‒‒‒ — ‒ — ‒‒ — ‒‒‒ — ‒ — ‒‒ — ‒‒‒ — ‒‒ — ‒‒‒ — ‒ — ‒‒ — ‒‒‒ — ‒ — ‒‒ — ‒‒‒ — ‒ — ‒‒‒ — ‒ — ‒‒ — ‒‒‒ — ‒ — ‒‒ — ‒‒‒ — ‒ — ‒‒ — ‒ — ‒‒ — ‒‒‒ — ‒ — ‒‒ — ‒‒‒ — ‒ — ‒‒ — ‒‒‒ — ‒‒ — ‒‒‒ — ‒ — ‒‒ — ‒‒‒ — ‒ — ‒‒ — ‒‒‒ — ‒ — ‒‒‒ — ‒ — ‒‒ — ‒‒‒ — ‒ — ‒‒ — ‒‒‒ — ‒ — ‒‒ — ‒ — ‒‒ — ‒‒‒ — ‒ — ‒‒ — ‒‒‒ — ‒ — ‒‒ — ‒‒‒	[590, 349, 780, 690]
signature-line	[590, 694, 780, 701]
